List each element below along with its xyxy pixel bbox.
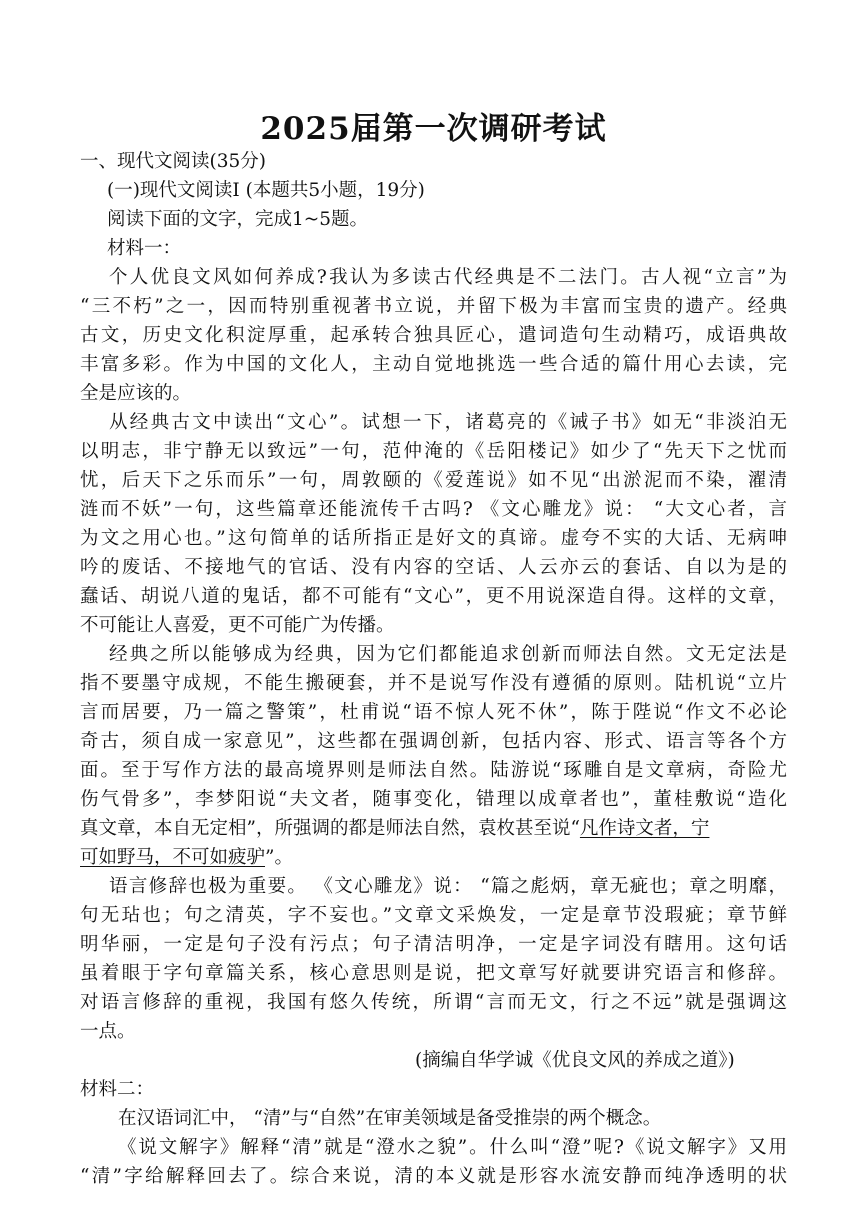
paragraph-line: 吟的废话、不接地气的官话、没有内容的空话、人云亦云的套话、自以为是的 <box>80 557 787 578</box>
paragraph-line <box>80 843 293 873</box>
subsection-heading: (一)现代文阅读I (本题共5小题，19分) <box>107 180 425 201</box>
material-one-label: 材料一： <box>107 238 182 259</box>
paragraph-line: 全是应该的。 <box>80 383 192 404</box>
paragraph-line: 以明志，非宁静无以致远”一句，范仲淹的《岳阳楼记》如少了“先天下之忧而 <box>80 441 787 462</box>
paragraph-text: 真文章，本自无定相”，所强调的都是师法自然，袁枚甚至说“ <box>80 818 580 839</box>
paragraph-line: 古文，历史文化积淀厚重，起承转合独具匠心，遣词造句生动精巧，成语典故 <box>80 325 787 346</box>
paragraph-line: 不可能让人喜爱，更不可能广为传播。 <box>80 615 395 636</box>
paragraph-text: ”。 <box>265 847 293 868</box>
section-heading: 一、现代文阅读(35分) <box>80 151 266 172</box>
paragraph-line: 为文之用心也。”这句简单的话所指正是好文的真谛。虚夸不实的大话、无病呻 <box>80 528 787 549</box>
source-attribution: (摘编自华学诚《优良文风的养成之道》) <box>415 1050 735 1071</box>
paragraph-line: 蠢话、胡说八道的鬼话，都不可能有“文心”，更不用说深造自得。这样的文章， <box>80 586 787 607</box>
paragraph-line: 涟而不妖”一句，这些篇章还能流传千古吗? 《文心雕龙》说： “大文心者，言 <box>80 499 787 520</box>
paragraph-line <box>80 814 709 844</box>
paragraph-line: 经典之所以能够成为经典，因为它们都能追求创新而师法自然。文无定法是 <box>109 644 787 665</box>
paragraph-line: 个人优良文风如何养成?我认为多读古代经典是不二法门。古人视“立言”为 <box>109 267 787 288</box>
paragraph-line: 奇古，须自成一家意见”，这些都在强调创新，包括内容、形式、语言等各个方 <box>80 731 787 752</box>
paragraph-line: 从经典古文中读出“文心”。试想一下，诸葛亮的《诫子书》如无“非淡泊无 <box>109 412 787 433</box>
paragraph-line: “清”字给解释回去了。综合来说，清的本义就是形容水流安静而纯净透明的状 <box>80 1166 787 1187</box>
paragraph-line: 忧，后天下之乐而乐”一句，周敦颐的《爱莲说》如不见“出淤泥而不染，濯清 <box>80 470 787 491</box>
paragraph-line: 《说文解字》解释“清”就是“澄水之貌”。什么叫“澄”呢?《说文解字》又用 <box>118 1137 787 1158</box>
exam-title: 2025届第一次调研考试 <box>260 111 607 147</box>
paragraph-line: 语言修辞也极为重要。 《文心雕龙》说： “篇之彪炳，章无疵也；章之明靡， <box>109 876 787 897</box>
paragraph-line: 明华丽，一定是句子没有污点；句子清洁明净，一定是字词没有瞎用。这句话 <box>80 934 787 955</box>
paragraph-line: 在汉语词汇中， “清”与“自然”在审美领域是备受推崇的两个概念。 <box>118 1108 662 1129</box>
paragraph-line: 虽着眼于字句章篇关系，核心意思则是说，把文章写好就要讲究语言和修辞。 <box>80 963 787 984</box>
paragraph-line: “三不朽”之一，因而特别重视著书立说，并留下极为丰富而宝贵的遗产。经典 <box>80 296 787 317</box>
paragraph-line: 言而居要，乃一篇之警策”，杜甫说“语不惊人死不休”，陈于陛说“作文不必论 <box>80 702 787 723</box>
underlined-quote: 可如野马，不可如疲驴 <box>80 847 266 868</box>
underlined-quote: 凡作诗文者，宁 <box>579 818 710 839</box>
paragraph-line: 句无玷也；句之清英，字不妄也。”文章文采焕发，一定是章节没瑕疵；章节鲜 <box>80 905 787 926</box>
paragraph-line: 面。至于写作方法的最高境界则是师法自然。陆游说“琢雕自是文章病，奇险尤 <box>80 760 787 781</box>
paragraph-line: 指不要墨守成规，不能生搬硬套，并不是说写作没有遵循的原则。陆机说“立片 <box>80 673 787 694</box>
material-two-label: 材料二： <box>80 1079 155 1100</box>
instruction: 阅读下面的文字，完成1~5题。 <box>107 209 369 230</box>
paragraph-line: 对语言修辞的重视，我国有悠久传统，所谓“言而无文，行之不远”就是强调这 <box>80 992 787 1013</box>
paragraph-line: 一点。 <box>80 1021 136 1042</box>
paragraph-line: 伤气骨多”，李梦阳说“夫文者，随事变化，错理以成章者也”，董桂敷说“造化 <box>80 789 787 810</box>
paragraph-line: 丰富多彩。作为中国的文化人，主动自觉地挑选一些合适的篇什用心去读，完 <box>80 354 787 375</box>
